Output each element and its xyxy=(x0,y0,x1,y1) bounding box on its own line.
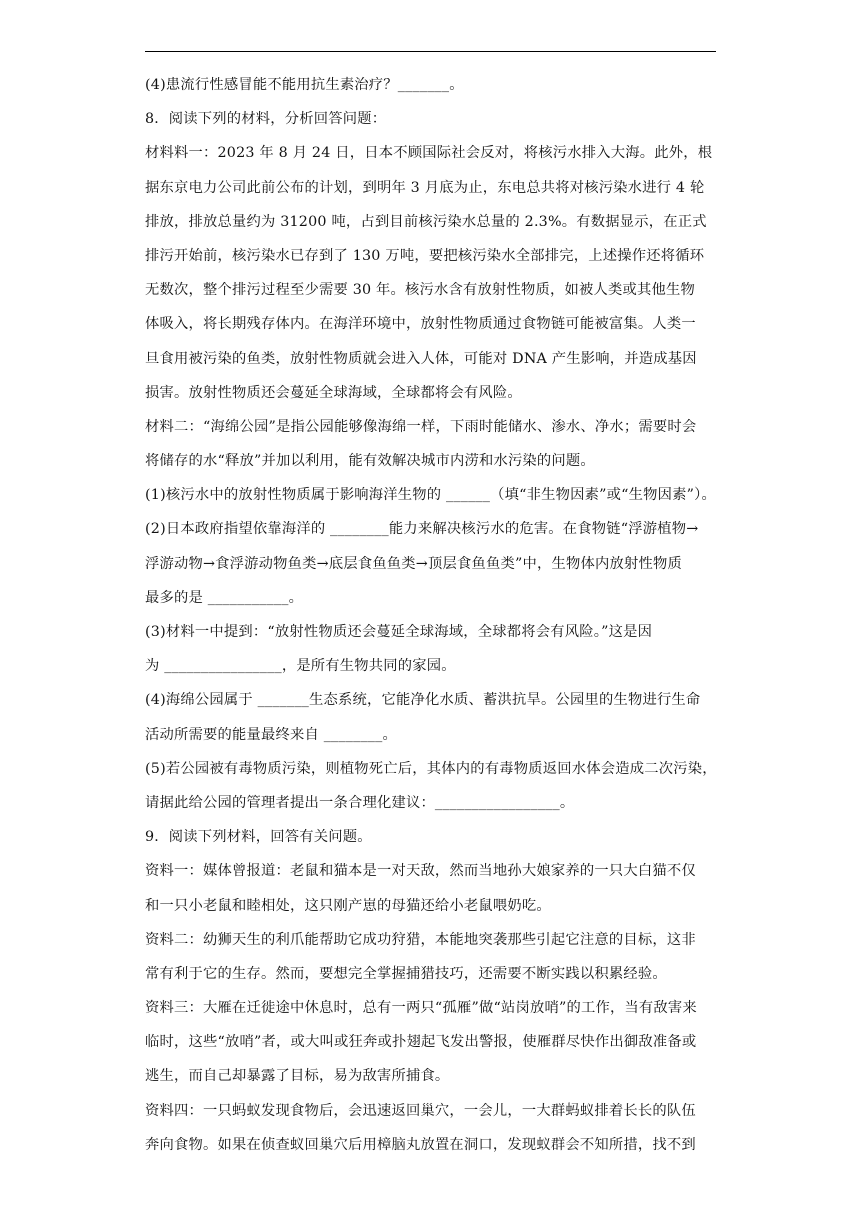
text-line: (3)材料一中提到：“放射性物质还会蔓延全球海域，全球都将会有风险。”这是因 xyxy=(145,624,653,640)
document-body xyxy=(145,68,717,1162)
text-line: (4)患流行性感冒能不能用抗生素治疗？_______。 xyxy=(145,77,464,93)
header-rule xyxy=(145,51,716,52)
text-line: 资料四：一只蚂蚁发现食物后，会迅速返回巢穴，一会儿，一大群蚂蚁排着长长的队伍 xyxy=(145,1102,696,1119)
text-line: 逃生，而自己却暴露了目标，易为敌害所捕食。 xyxy=(145,1068,450,1085)
text-line: 请据此给公园的管理者提出一条合理化建议：_________________。 xyxy=(145,794,575,811)
text-line: 资料二：幼狮天生的利爪能帮助它成功狩猎，本能地突袭那些引起它注意的目标，这非 xyxy=(145,931,696,948)
text-line: (5)若公园被有毒物质污染，则植物死亡后，其体内的有毒物质返回水体会造成二次污染， xyxy=(145,760,717,777)
text-line: 体吸入，将长期残存体内。在海洋环境中，放射性物质通过食物链可能被富集。人类一 xyxy=(145,316,696,333)
text-line: 材料二：“海绵公园”是指公园能够像海绵一样，下雨时能储水、渗水、净水；需要时会 xyxy=(145,418,697,435)
text-line: 无数次，整个排污过程至少需要 30 年。核污水含有放射性物质，如被人类或其他生物 xyxy=(145,282,695,299)
text-line: 损害。放射性物质还会蔓延全球海域，全球都将会有风险。 xyxy=(145,384,522,401)
text-line: 活动所需要的能量最终来自 ________。 xyxy=(145,726,397,743)
text-line: 9．阅读下列材料，回答有关问题。 xyxy=(145,829,372,846)
text-line: 常有利于它的生存。然而，要想完全掌握捕猎技巧，还需要不断实践以积累经验。 xyxy=(145,965,667,982)
text-line: 临时，这些“放哨”者，或大叫或狂奔或扑翅起飞发出警报，使雁群尽快作出御敌准备或 xyxy=(145,1034,697,1051)
text-line: 8．阅读下列的材料，分析回答问题： xyxy=(145,111,387,128)
text-line: 奔向食物。如果在侦查蚁回巢穴后用樟脑丸放置在洞口，发现蚁群会不知所措，找不到 xyxy=(145,1136,696,1153)
text-line: 最多的是 ___________。 xyxy=(145,589,304,606)
text-line: 旦食用被污染的鱼类，放射性物质就会进入人体，可能对 DNA 产生影响，并造成基因 xyxy=(145,350,697,367)
text-line: (2)日本政府指望依靠海洋的 ________能力来解决核污水的危害。在食物链“浮游植物→ xyxy=(145,521,699,538)
text-line: (1)核污水中的放射性物质属于影响海洋生物的 ______（填“非生物因素”或“生物因素”）。 xyxy=(145,487,716,504)
text-line: 据东京电力公司此前公布的计划，到明年 3 月底为止，东电总共将对核污染水进行 4 轮 xyxy=(145,179,705,196)
text-line: 排污开始前，核污染水已存到了 130 万吨，要把核污染水全部排完，上述操作还将循环 xyxy=(145,247,705,264)
text-line: 材料料一：2023 年 8 月 24 日，日本不顾国际社会反对，将核污水排入大海。此外，根 xyxy=(145,145,713,162)
text-line: 和一只小老鼠和睦相处，这只刚产崽的母猫还给小老鼠喂奶吃。 xyxy=(145,897,551,914)
text-line: 资料一：媒体曾报道：老鼠和猫本是一对天敌，然而当地孙大娘家养的一只大白猫不仅 xyxy=(145,863,696,880)
text-line: 排放，排放总量约为 31200 吨，占到目前核污染水总量的 2.3%。有数据显示，在正式 xyxy=(145,213,707,230)
text-line: 将储存的水“释放”并加以利用，能有效解决城市内涝和水污染的问题。 xyxy=(145,453,595,470)
text-line: (4)海绵公园属于 _______生态系统，它能净化水质、蓄洪抗旱。公园里的生物进行生命 xyxy=(145,692,701,709)
text-line: 为 ________________，是所有生物共同的家园。 xyxy=(145,658,456,675)
text-line: 浮游动物→食浮游动物鱼类→底层食鱼鱼类→顶层食鱼鱼类”中，生物体内放射性物质 xyxy=(145,555,682,572)
text-line: 资料三：大雁在迁徙途中休息时，总有一两只“孤雁”做“站岗放哨”的工作，当有敌害来 xyxy=(145,1000,697,1017)
